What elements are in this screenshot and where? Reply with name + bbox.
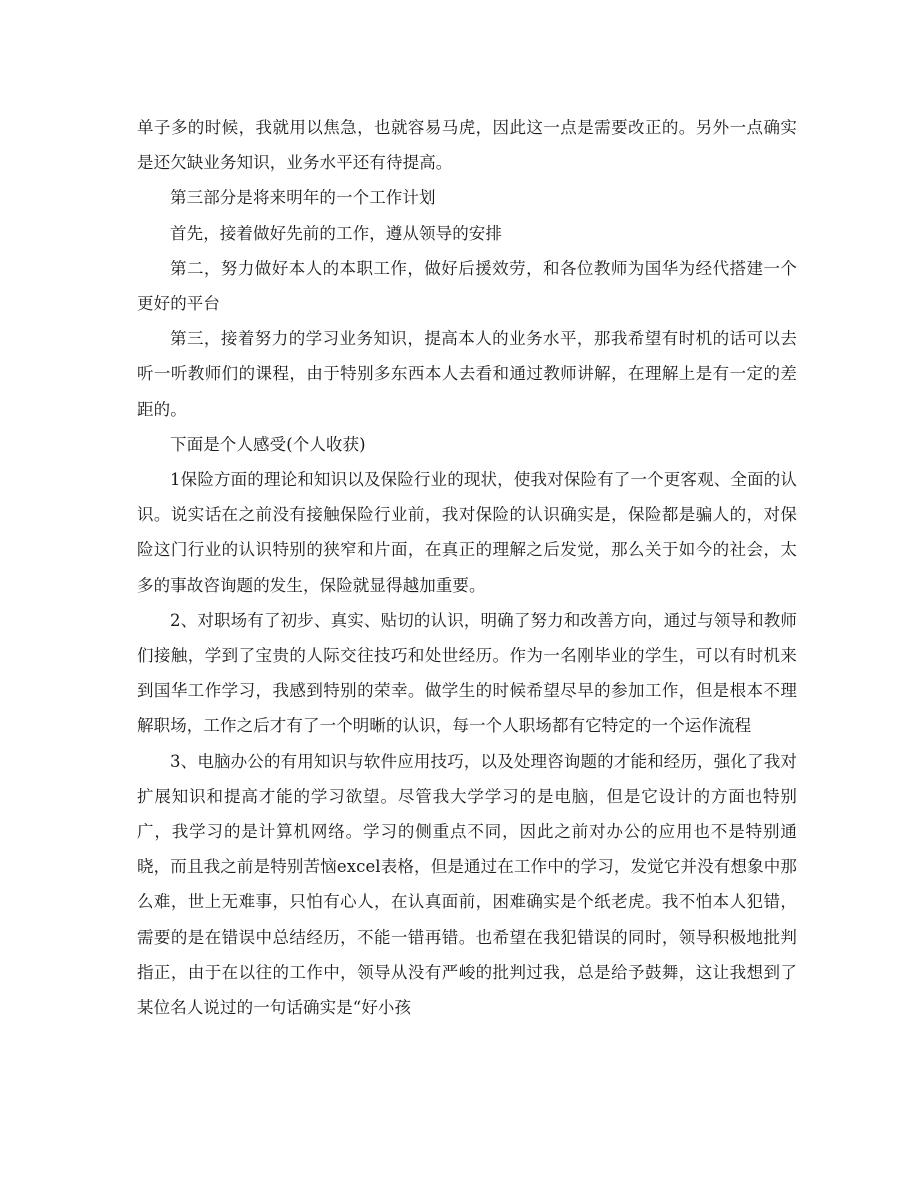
document-body [137,110,797,1025]
paragraph: 下面是个人感受(个人收获) [170,434,366,454]
paragraph: 第二，努力做好本人的本职工作，做好后援效劳，和各位教师为国华为经代搭建一个更好的平台 [137,258,797,314]
paragraph: 3、电脑办公的有用知识与软件应用技巧，以及处理咨询题的才能和经历，强化了我对扩展知识和提高才能的学习欲望。尽管我大学学习的是电脑，但是它设计的方面也特别广，我学习的是计算机网络。学习的侧重点不同，因此之前对办公的应用也不是特别通晓，而且我之前是特别苦恼excel表格，但是通过在工作中的学习，发觉它并没有想象中那么难，世上无难事，只怕有心人，在认真面前，困难确实是个纸老虎。我不怕本人犯错，需要的是在错误中总结经历，不能一错再错。也希望在我犯错误的同时，领导积极地批判指正，由于在以往的工作中，领导从没有严峻的批判过我，总是给予鼓舞，这让我想到了某位名人说过的一句话确实是“好小孩 [137,751,797,1018]
paragraph: 首先，接着做好先前的工作，遵从领导的安排 [170,223,502,243]
paragraph: 2、对职场有了初步、真实、贴切的认识，明确了努力和改善方向，通过与领导和教师们接触，学到了宝贵的人际交往技巧和处世经历。作为一名刚毕业的学生，可以有时机来到国华工作学习，我感到特别的荣幸。做学生的时候希望尽早的参加工作，但是根本不理解职场，工作之后才有了一个明晰的认识，每一个人职场都有它特定的一个运作流程 [137,610,797,736]
paragraph: 第三部分是将来明年的一个工作计划 [170,188,436,208]
paragraph: 第三，接着努力的学习业务知识，提高本人的业务水平，那我希望有时机的话可以去听一听教师们的课程，由于特别多东西本人去看和通过教师讲解，在理解上是有一定的差距的。 [137,329,797,419]
paragraph: 单子多的时候，我就用以焦急，也就容易马虎，因此这一点是需要改正的。另外一点确实是还欠缺业务知识，业务水平还有待提高。 [137,118,797,173]
paragraph: 1保险方面的理论和知识以及保险行业的现状，使我对保险有了一个更客观、全面的认识。说实话在之前没有接触保险行业前，我对保险的认识确实是，保险都是骗人的，对保险这门行业的认识特别的狭窄和片面，在真正的理解之后发觉，那么关于如今的社会，太多的事故咨询题的发生，保险就显得越加重要。 [137,470,797,595]
